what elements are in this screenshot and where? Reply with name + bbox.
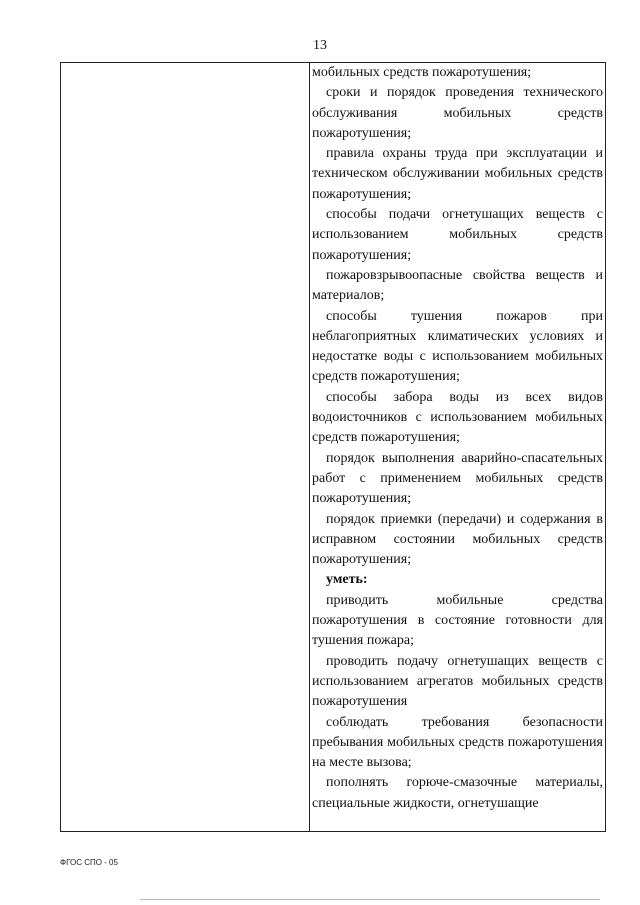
text-line-14: пополнять горюче-смазочные материалы, специальные жидкости, огнетушащие: [312, 775, 603, 811]
text-line-9: порядок приемки (передачи) и содержания в исправном состоянии мобильных средств пожаротушения;: [312, 511, 603, 568]
text-line-4: способы подачи огнетушащих веществ с использованием мобильных средств пожаротушения;: [312, 207, 603, 263]
text-line-2: сроки и порядок проведения технического обслуживания мобильных средств пожаротушения;: [312, 85, 603, 141]
text-line-3: правила охраны труда при эксплуатации и техническом обслуживании мобильных средств пожаротушения;: [312, 146, 603, 202]
footer-code: ФГОС СПО - 05: [60, 858, 118, 867]
text-line-5: пожаровзрывоопасные свойства веществ и материалов;: [312, 267, 603, 304]
text-line-7: способы забора воды из всех видов водоисточников с использованием мобильных средств пожаротушения;: [312, 389, 603, 446]
section-heading-umet: уметь:: [326, 572, 368, 588]
text-line-13: соблюдать требования безопасности пребывания мобильных средств пожаротушения на месте вызова;: [312, 714, 603, 771]
text-line-11: приводить мобильные средства пожаротушения в состояние готовности для тушения пожара;: [312, 592, 603, 649]
table-frame: [60, 62, 606, 832]
page-number: 13: [313, 38, 327, 53]
column-divider: [309, 63, 310, 831]
text-line-12: проводить подачу огнетушащих веществ с использованием агрегатов мобильных средств пожаротушения: [312, 653, 603, 710]
text-line-8: порядок выполнения аварийно-спасательных работ с применением мобильных средств пожаротушения;: [312, 450, 603, 507]
bottom-scan-line: [140, 899, 600, 900]
text-line-6: способы тушения пожаров при неблагоприятных климатических условиях и недостатке воды с использованием мобильных средств пожаротушения;: [312, 308, 603, 385]
text-line-1: мобильных средств пожаротушения;: [312, 65, 532, 80]
content-column: [312, 63, 603, 831]
